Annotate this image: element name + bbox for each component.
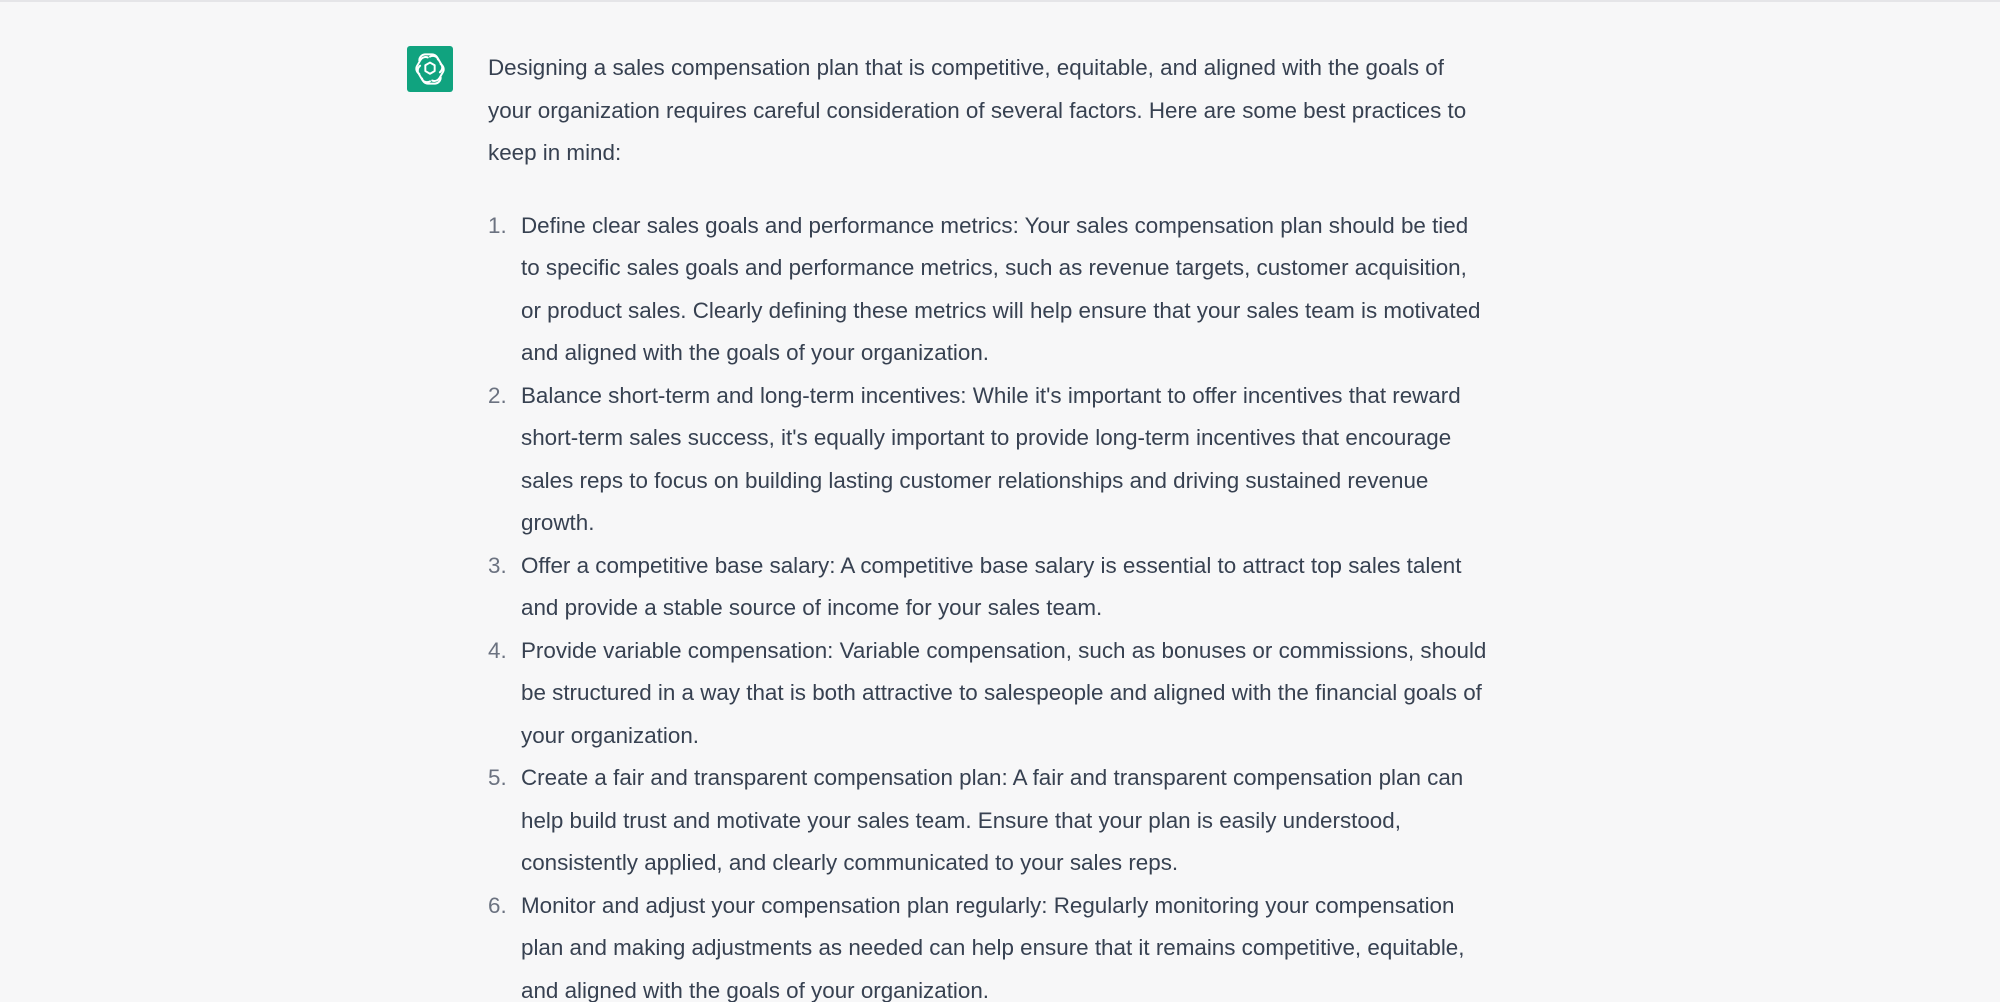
list-item-text: Offer a competitive base salary: A competitive base salary is essential to attract top sales talent and provide a stable source of income for your sales team.	[521, 552, 1462, 620]
list-number: 1.	[488, 212, 507, 238]
assistant-avatar	[407, 46, 453, 92]
best-practices-list	[488, 205, 1488, 1002]
list-item-text: Provide variable compensation: Variable compensation, such as bonuses or commissions, should be structured in a way that is both attractive to salespeople and aligned with the financial goals of your organization.	[521, 637, 1487, 748]
list-item-text: Create a fair and transparent compensation plan: A fair and transparent compensation plan can help build trust and motivate your sales team. Ensure that your plan is easily understood, consistently applied, and clearly communicated to your sales reps.	[521, 765, 1464, 875]
best-practice-item	[488, 757, 1488, 885]
assistant-message-body	[488, 47, 1488, 1002]
list-item-text: Monitor and adjust your compensation plan regularly: Regularly monitoring your compensation plan and making adjustments as needed can help ensure that it remains competitive, equitable, and aligned with the goals of your organization.	[521, 892, 1465, 1002]
intro-paragraph: Designing a sales compensation plan that is competitive, equitable, and aligned with the goals of your organization requires careful consideration of several factors. Here are some best practices to keep in mind:	[488, 55, 1467, 165]
best-practice-item	[488, 375, 1488, 545]
best-practice-item	[488, 885, 1488, 1002]
best-practice-item	[488, 545, 1488, 630]
list-number: 6.	[488, 892, 507, 918]
openai-logo-icon	[413, 52, 447, 86]
best-practice-item	[488, 630, 1488, 758]
list-number: 5.	[488, 765, 507, 790]
best-practice-item	[488, 205, 1488, 375]
list-number: 2.	[488, 382, 507, 408]
list-number: 4.	[488, 637, 507, 663]
list-item-text: Balance short-term and long-term incentives: While it's important to offer incentives that reward short-term sales success, it's equally important to provide long-term incentives that encourage sales reps to focus on building lasting customer relationships and driving sustained revenue growth.	[521, 382, 1461, 535]
list-number: 3.	[488, 552, 507, 578]
list-item-text: Define clear sales goals and performance metrics: Your sales compensation plan should be tied to specific sales goals and performance metrics, such as revenue targets, customer acquisition, or product sales. Clearly defining these metrics will help ensure that your sales team is motivated and aligned with the goals of your organization.	[521, 212, 1481, 365]
